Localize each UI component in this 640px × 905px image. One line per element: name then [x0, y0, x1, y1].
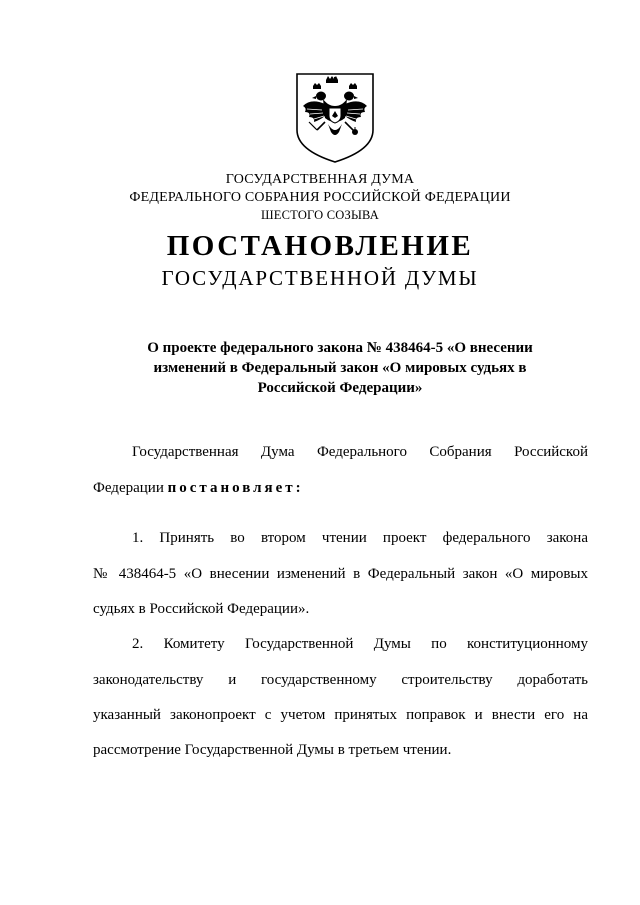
- item-2-line-2: законодательству и государственному строительству доработать: [93, 672, 588, 688]
- item-1-line-3: судьях в Российской Федерации».: [93, 601, 310, 617]
- state-emblem: [295, 72, 375, 164]
- item-1-line-1: 1. Принять во втором чтении проект федерального закона: [132, 530, 588, 546]
- subject-line-1: О проекте федерального закона № 438464-5 «О внесении: [147, 340, 533, 356]
- preamble-text: Федерации: [93, 480, 168, 496]
- header-line-3: ШЕСТОГО СОЗЫВА: [260, 208, 380, 222]
- document-title: ПОСТАНОВЛЕНИЕ: [166, 230, 474, 262]
- document-subject: [120, 338, 560, 398]
- preamble-line-1: Государственная Дума Федерального Собрания Российской: [132, 444, 588, 460]
- item-2-line-4: рассмотрение Государственной Думы в третьем чтении.: [93, 742, 452, 758]
- preamble-line-2: [93, 480, 588, 497]
- item-1-line-2: № 438464-5 «О внесении изменений в Федеральный закон «О мировых: [93, 566, 588, 582]
- item-2-line-3: указанный законопроект с учетом принятых поправок и внести его на: [93, 707, 588, 723]
- header-line-1: ГОСУДАРСТВЕННАЯ ДУМА: [225, 172, 415, 187]
- item-2-line-1: 2. Комитету Государственной Думы по конституционному: [132, 636, 588, 652]
- header-line-2: ФЕДЕРАЛЬНОГО СОБРАНИЯ РОССИЙСКОЙ ФЕДЕРАЦИИ: [129, 190, 511, 205]
- subject-line-2: изменений в Федеральный закон «О мировых судьях в: [153, 360, 527, 376]
- subject-line-3: Российской Федерации»: [257, 380, 423, 396]
- preamble-resolves: постановляет:: [167, 480, 304, 496]
- document-subtitle: ГОСУДАРСТВЕННОЙ ДУМЫ: [161, 266, 479, 290]
